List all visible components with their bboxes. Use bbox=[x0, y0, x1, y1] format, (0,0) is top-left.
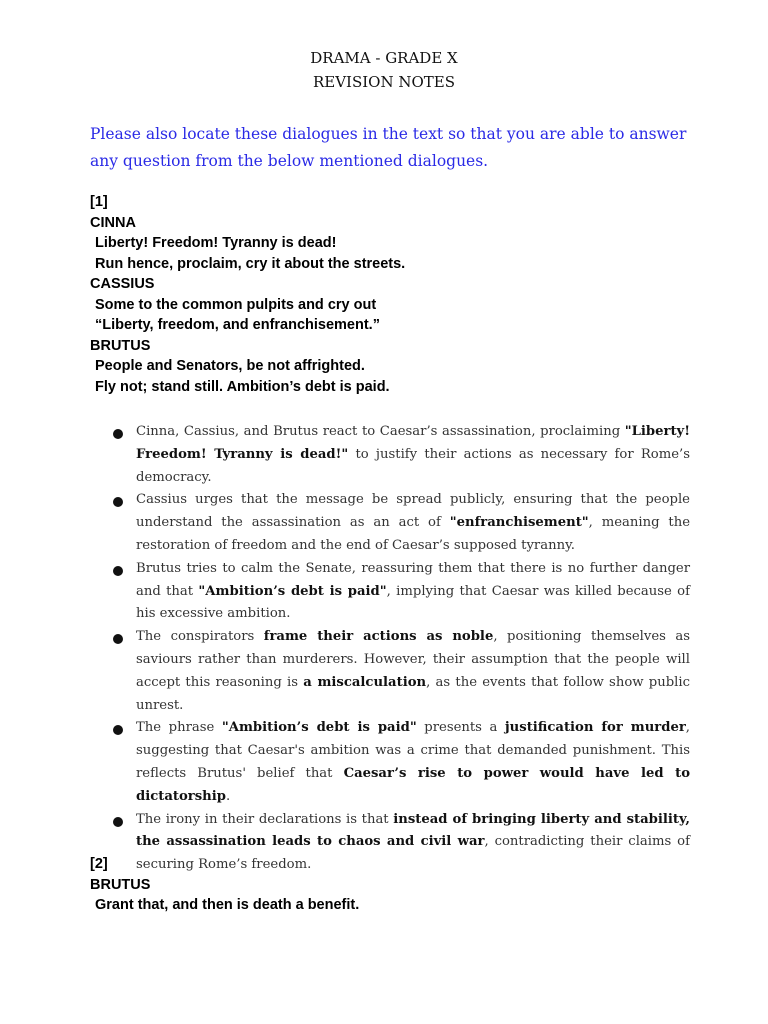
dialogue-line: Liberty! Freedom! Tyranny is dead! bbox=[95, 235, 337, 251]
dialogue-line: Grant that, and then is death a benefit. bbox=[95, 897, 360, 913]
dialogue-block-1 bbox=[90, 192, 405, 397]
analysis-bullet-list bbox=[90, 421, 690, 877]
analysis-bullet bbox=[90, 626, 690, 717]
speaker-name: BRUTUS bbox=[90, 337, 151, 354]
bullet-text: The irony in their declarations is that bbox=[136, 811, 394, 827]
bullet-icon bbox=[113, 497, 123, 507]
bullet-text: , meaning the restoration of freedom and the end of Caesar’s supposed tyranny. bbox=[136, 515, 691, 553]
dialogue-line: People and Senators, be not affrighted. bbox=[95, 358, 365, 374]
highlighted-quote: justification for murder bbox=[504, 720, 686, 736]
document-title: DRAMA - GRADE X bbox=[310, 49, 458, 67]
highlighted-quote: a miscalculation bbox=[303, 674, 427, 690]
dialogue-line: Fly not; stand still. Ambition’s debt is paid. bbox=[95, 378, 390, 395]
bullet-icon bbox=[113, 725, 123, 735]
bullet-text: , suggesting that Caesar's ambition was a crime that demanded punishment. This reflects Brutus' belief that bbox=[136, 720, 690, 781]
dialogue-block-2 bbox=[90, 854, 359, 916]
highlighted-quote: "Ambition’s debt is paid" bbox=[221, 720, 417, 736]
dialogue-line: Run hence, proclaim, cry it about the streets. bbox=[95, 255, 406, 272]
bullet-icon bbox=[113, 817, 123, 827]
bullet-text: Brutus tries to calm the Senate, reassuring them that there is no further danger and that bbox=[136, 560, 690, 599]
bullet-text: , positioning themselves as saviours rather than murderers. However, their assumption that the people will accept this reasoning is bbox=[136, 629, 691, 690]
highlighted-quote: "Ambition’s debt is paid" bbox=[198, 583, 387, 599]
bullet-text: presents a bbox=[416, 720, 505, 736]
bullet-text: , as the events that follow show public unrest. bbox=[136, 674, 690, 713]
dialogue-line: Some to the common pulpits and cry out bbox=[95, 296, 377, 313]
speaker-name: CASSIUS bbox=[90, 276, 155, 292]
speaker-name: BRUTUS bbox=[90, 876, 151, 893]
bullet-text: to justify their actions as necessary for Rome’s democracy. bbox=[136, 446, 690, 485]
analysis-bullet bbox=[90, 421, 690, 489]
speaker-name: CINNA bbox=[90, 214, 136, 231]
section-number: [1] bbox=[90, 194, 108, 210]
highlighted-quote: "Liberty! Freedom! Tyranny is dead!" bbox=[136, 424, 690, 462]
highlighted-quote: instead of bringing liberty and stability, the assassination leads to chaos and civil war bbox=[136, 811, 690, 850]
bullet-text: , contradicting their claims of securing Rome’s freedom. bbox=[136, 834, 690, 873]
bullet-text: Cassius urges that the message be spread publicly, ensuring that the people understand the assassination as an act of bbox=[136, 492, 690, 531]
bullet-icon bbox=[113, 566, 123, 576]
analysis-bullet bbox=[90, 717, 690, 808]
bullet-text: The conspirators bbox=[136, 629, 264, 645]
highlighted-quote: Caesar’s rise to power would have led to dictatorship bbox=[136, 765, 690, 804]
highlighted-quote: "enfranchisement" bbox=[449, 515, 589, 531]
bullet-text: The phrase bbox=[136, 720, 222, 736]
bullet-text: Cinna, Cassius, and Brutus react to Caesar’s assassination, proclaiming bbox=[136, 424, 625, 439]
bullet-icon bbox=[113, 634, 123, 644]
analysis-bullet bbox=[90, 489, 690, 557]
intro-instruction: Please also locate these dialogues in the text so that you are able to answer any question from the below mentioned dialogues. bbox=[90, 125, 687, 170]
dialogue-line: “Liberty, freedom, and enfranchisement.” bbox=[95, 317, 380, 333]
section-number: [2] bbox=[90, 856, 108, 872]
bullet-text: . bbox=[225, 788, 231, 804]
bullet-text: , implying that Caesar was killed because of his excessive ambition. bbox=[136, 583, 690, 622]
document-subtitle: REVISION NOTES bbox=[312, 73, 456, 91]
bullet-icon bbox=[113, 429, 123, 439]
analysis-bullet bbox=[90, 558, 690, 626]
highlighted-quote: frame their actions as noble bbox=[263, 629, 494, 645]
